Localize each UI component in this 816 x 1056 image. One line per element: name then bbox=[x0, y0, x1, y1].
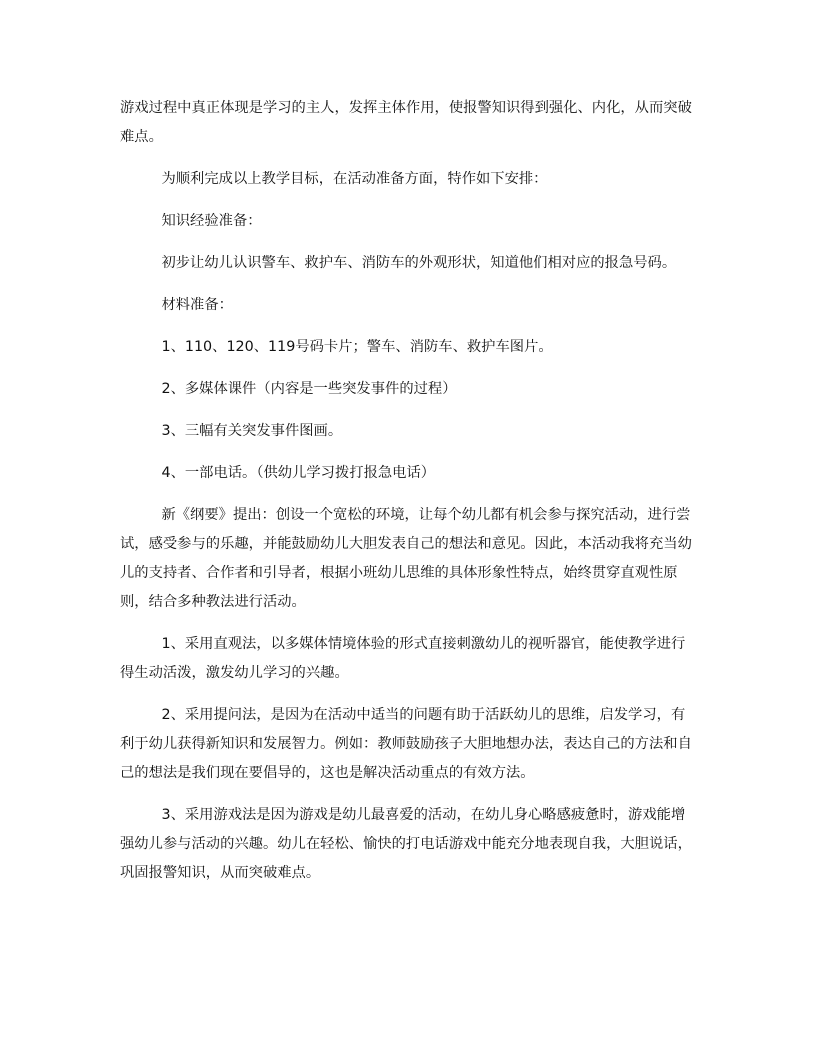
paragraph-knowledge-preparation: 初步让幼儿认识警车、救护车、消防车的外观形状，知道他们相对应的报急号码。 bbox=[161, 255, 677, 271]
list-item-method-1: 1、采用直观法，以多媒体情境体验的形式直接刺激幼儿的视听器官，能使教学进行得生动活泼，激发幼儿学习的兴趣。 bbox=[120, 636, 686, 681]
list-item-material-1: 1、110、120、119号码卡片；警车、消防车、救护车图片。 bbox=[161, 339, 553, 355]
paragraph-guideline: 新《纲要》提出：创设一个宽松的环境，让每个幼儿都有机会参与探究活动，进行尝试，感受参与的乐趣，并能鼓励幼儿大胆发表自己的想法和意见。因此，本活动我将充当幼儿的支持者、合作者和引导者，根据小班幼儿思维的具体形象性特点，始终贯穿直观性原则，结合多种教法进行活动。 bbox=[120, 507, 692, 610]
list-item-material-2: 2、多媒体课件（内容是一些突发事件的过程） bbox=[161, 381, 457, 397]
heading-knowledge-preparation: 知识经验准备： bbox=[161, 213, 262, 229]
document-body bbox=[120, 94, 696, 901]
list-item-material-4: 4、一部电话。（供幼儿学习拨打报急电话） bbox=[161, 465, 436, 481]
heading-material-preparation: 材料准备： bbox=[161, 297, 233, 313]
list-item-method-2: 2、采用提问法，是因为在活动中适当的问题有助于活跃幼儿的思维，启发学习，有利于幼儿获得新知识和发展智力。例如：教师鼓励孩子大胆地想办法，表达自己的方法和自己的想法是我们现在要倡导的，这也是解决活动重点的有效方法。 bbox=[120, 707, 692, 781]
list-item-material-3: 3、三幅有关突发事件图画。 bbox=[161, 423, 343, 439]
paragraph-preparation-intro: 为顺利完成以上教学目标，在活动准备方面，特作如下安排： bbox=[161, 171, 548, 187]
paragraph-continuation: 游戏过程中真正体现是学习的主人，发挥主体作用，使报警知识得到强化、内化，从而突破难点。 bbox=[120, 100, 692, 145]
list-item-method-3: 3、采用游戏法是因为游戏是幼儿最喜爱的活动，在幼儿身心略感疲惫时，游戏能增强幼儿参与活动的兴趣。幼儿在轻松、愉快的打电话游戏中能充分地表现自我，大胆说话，巩固报警知识，从而突破难点。 bbox=[120, 807, 692, 881]
